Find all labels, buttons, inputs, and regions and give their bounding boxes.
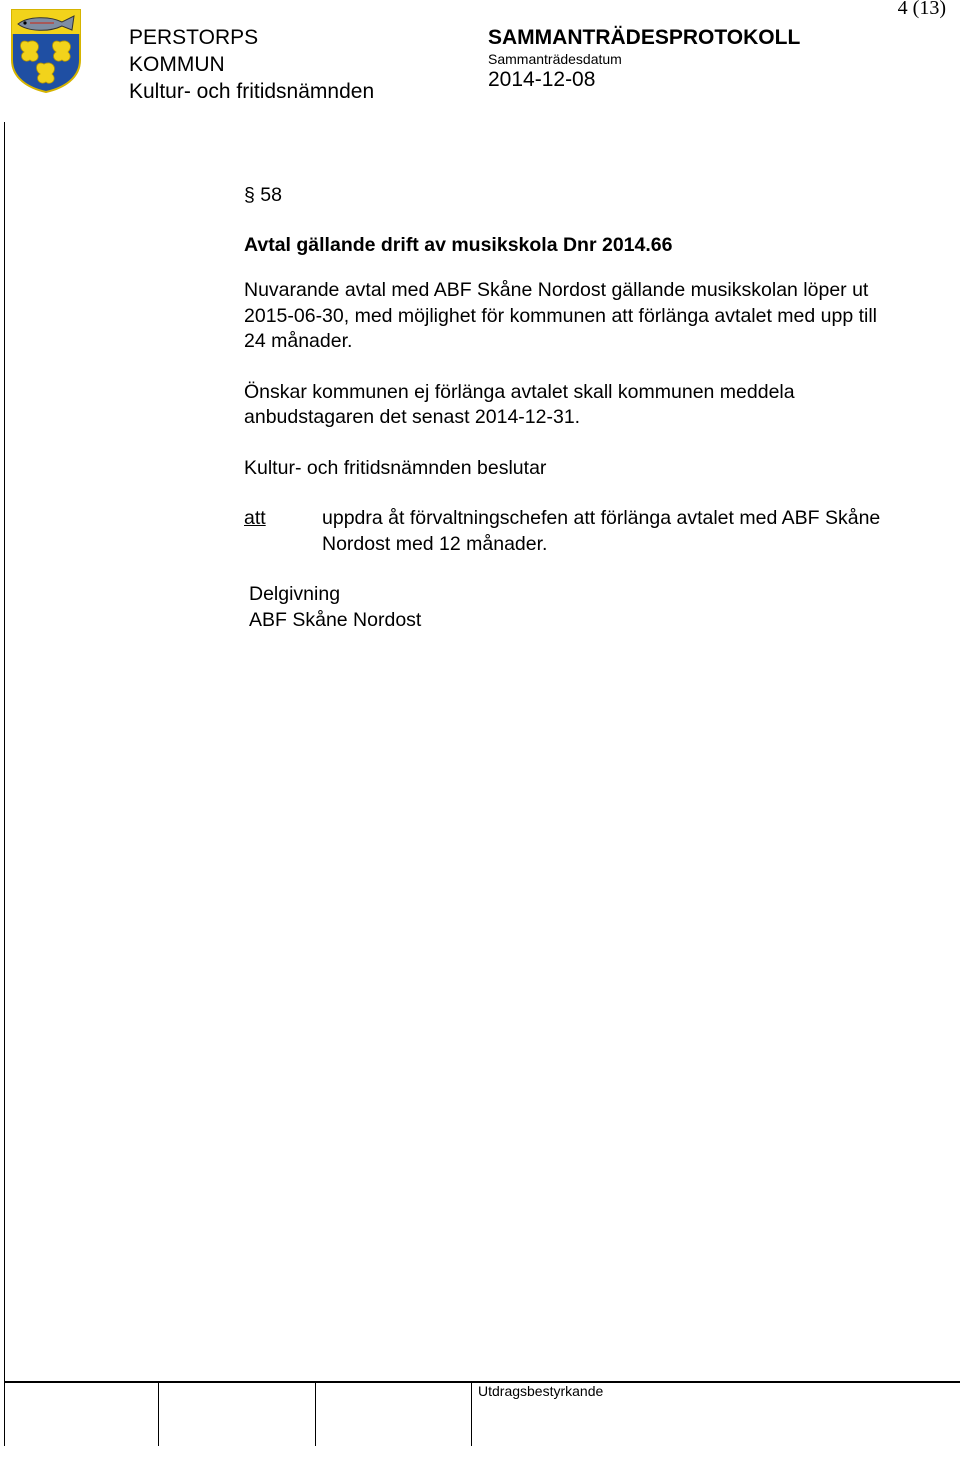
page-number: 4 (13) (897, 0, 946, 19)
paragraph-number: § 58 (244, 184, 282, 206)
distribution-label: Delgivning (249, 583, 341, 605)
coat-of-arms-icon (10, 8, 82, 94)
body-paragraph: Önskar kommunen ej förlänga avtalet skall kommunen meddela anbudstagaren det senast 2014-12-31. (244, 380, 795, 428)
meeting-date-label: Sammanträdesdatum (488, 51, 622, 67)
footer-column-divider (471, 1383, 472, 1446)
body-paragraph: Nuvarande avtal med ABF Skåne Nordost gällande musikskolan löper ut 2015-06-30, med möjlighet för kommunen att förlänga avtalet med upp till 24 månader. (244, 279, 878, 352)
protocol-title: SAMMANTRÄDESPROTOKOLL (488, 26, 801, 49)
decision-intro: Kultur- och fritidsnämnden beslutar (244, 456, 547, 479)
footer-column-divider (315, 1383, 316, 1446)
decision-row (244, 506, 904, 557)
item-heading: Avtal gällande drift av musikskola Dnr 2014.66 (244, 233, 673, 256)
left-margin-rule (4, 122, 5, 1382)
distribution-block (244, 582, 904, 633)
footer-column-divider (158, 1383, 159, 1446)
committee-name: Kultur- och fritidsnämnden (129, 80, 375, 103)
organization-block (129, 24, 374, 105)
meeting-date: 2014-12-08 (488, 68, 596, 91)
org-name-line1: PERSTORPS (129, 26, 259, 49)
extract-verification-label: Utdragsbestyrkande (478, 1383, 604, 1399)
decision-keyword: att (244, 507, 266, 529)
org-name-line2: KOMMUN (129, 53, 225, 76)
minutes-content (244, 183, 904, 633)
distribution-recipient: ABF Skåne Nordost (249, 608, 422, 631)
decision-text: uppdra åt förvaltningschefen att förlänga avtalet med ABF Skåne Nordost med 12 månader. (322, 507, 881, 555)
protocol-header (488, 24, 800, 93)
footer-column-divider (4, 1383, 5, 1446)
